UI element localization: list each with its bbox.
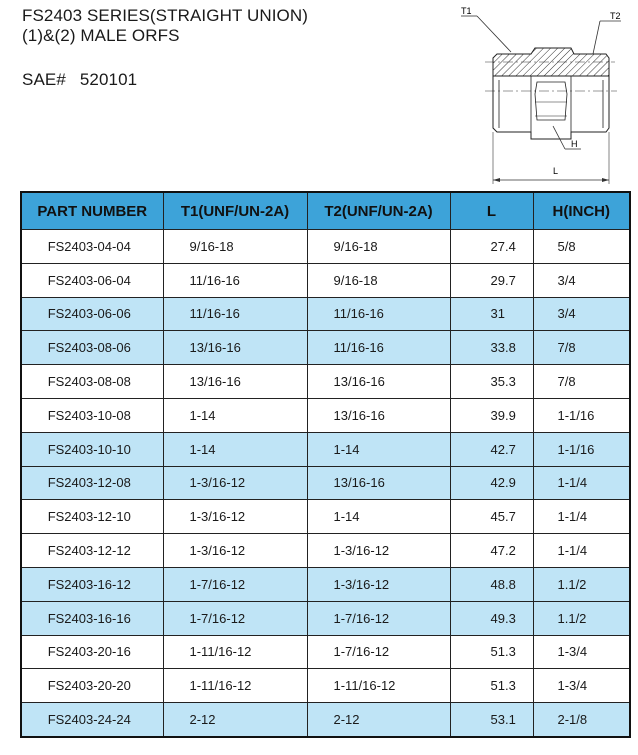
l-cell: 35.3 bbox=[450, 365, 533, 399]
t1-cell: 1-3/16-12 bbox=[163, 534, 307, 568]
drawing-label-h: H bbox=[571, 139, 578, 149]
t1-cell: 1-11/16-12 bbox=[163, 669, 307, 703]
h-cell: 5/8 bbox=[533, 230, 630, 264]
l-cell: 51.3 bbox=[450, 669, 533, 703]
l-cell: 45.7 bbox=[450, 500, 533, 534]
h-cell: 1.1/2 bbox=[533, 567, 630, 601]
t2-cell: 13/16-16 bbox=[307, 466, 450, 500]
table-row bbox=[21, 567, 630, 601]
part-number-cell: FS2403-08-08 bbox=[21, 365, 163, 399]
t1-cell: 1-14 bbox=[163, 398, 307, 432]
part-number-cell: FS2403-24-24 bbox=[21, 703, 163, 737]
t1-cell: 2-12 bbox=[163, 703, 307, 737]
t1-cell: 1-7/16-12 bbox=[163, 567, 307, 601]
t1-cell: 13/16-16 bbox=[163, 331, 307, 365]
part-number-cell: FS2403-04-04 bbox=[21, 230, 163, 264]
h-cell: 1.1/2 bbox=[533, 601, 630, 635]
t1-cell: 1-14 bbox=[163, 432, 307, 466]
l-cell: 27.4 bbox=[450, 230, 533, 264]
sae-label: SAE# bbox=[22, 70, 66, 89]
t2-cell: 9/16-18 bbox=[307, 263, 450, 297]
t2-cell: 9/16-18 bbox=[307, 230, 450, 264]
table-row bbox=[21, 534, 630, 568]
t1-cell: 9/16-18 bbox=[163, 230, 307, 264]
h-cell: 1-1/4 bbox=[533, 466, 630, 500]
drawing-label-t2: T2 bbox=[610, 11, 621, 21]
drawing-label-t1: T1 bbox=[461, 6, 472, 16]
column-header-part-number: PART NUMBER bbox=[21, 192, 163, 230]
h-cell: 7/8 bbox=[533, 365, 630, 399]
t2-cell: 1-7/16-12 bbox=[307, 635, 450, 669]
l-cell: 39.9 bbox=[450, 398, 533, 432]
table-row bbox=[21, 601, 630, 635]
table-row bbox=[21, 635, 630, 669]
table-header-row bbox=[21, 192, 630, 230]
sae-line bbox=[22, 70, 137, 90]
t1-cell: 11/16-16 bbox=[163, 297, 307, 331]
table-row bbox=[21, 500, 630, 534]
series-title: FS2403 SERIES(STRAIGHT UNION) bbox=[22, 6, 308, 25]
table-row bbox=[21, 669, 630, 703]
part-number-cell: FS2403-12-12 bbox=[21, 534, 163, 568]
part-number-cell: FS2403-12-10 bbox=[21, 500, 163, 534]
specification-table bbox=[20, 191, 631, 738]
table-row bbox=[21, 230, 630, 264]
t2-cell: 1-14 bbox=[307, 432, 450, 466]
part-number-cell: FS2403-20-20 bbox=[21, 669, 163, 703]
part-number-cell: FS2403-08-06 bbox=[21, 331, 163, 365]
table-row bbox=[21, 365, 630, 399]
h-cell: 1-1/16 bbox=[533, 398, 630, 432]
h-cell: 1-3/4 bbox=[533, 669, 630, 703]
h-cell: 1-3/4 bbox=[533, 635, 630, 669]
t2-cell: 13/16-16 bbox=[307, 365, 450, 399]
table-row bbox=[21, 331, 630, 365]
t2-cell: 1-7/16-12 bbox=[307, 601, 450, 635]
part-number-cell: FS2403-10-08 bbox=[21, 398, 163, 432]
h-cell: 1-1/4 bbox=[533, 500, 630, 534]
l-cell: 49.3 bbox=[450, 601, 533, 635]
column-header-l: L bbox=[450, 192, 533, 230]
t1-cell: 1-3/16-12 bbox=[163, 466, 307, 500]
t2-cell: 13/16-16 bbox=[307, 398, 450, 432]
t2-cell: 1-11/16-12 bbox=[307, 669, 450, 703]
t2-cell: 1-3/16-12 bbox=[307, 534, 450, 568]
table-row bbox=[21, 432, 630, 466]
column-header-t1: T1(UNF/UN-2A) bbox=[163, 192, 307, 230]
drawing-label-l: L bbox=[553, 166, 559, 176]
part-number-cell: FS2403-06-06 bbox=[21, 297, 163, 331]
t1-cell: 11/16-16 bbox=[163, 263, 307, 297]
table-row bbox=[21, 297, 630, 331]
h-cell: 1-1/16 bbox=[533, 432, 630, 466]
table-row bbox=[21, 703, 630, 737]
part-number-cell: FS2403-20-16 bbox=[21, 635, 163, 669]
table-row bbox=[21, 398, 630, 432]
t2-cell: 1-3/16-12 bbox=[307, 567, 450, 601]
column-header-h: H(INCH) bbox=[533, 192, 630, 230]
table-row bbox=[21, 466, 630, 500]
sae-number: 520101 bbox=[79, 70, 138, 89]
part-number-cell: FS2403-16-16 bbox=[21, 601, 163, 635]
t2-cell: 11/16-16 bbox=[307, 297, 450, 331]
l-cell: 29.7 bbox=[450, 263, 533, 297]
t1-cell: 1-11/16-12 bbox=[163, 635, 307, 669]
l-cell: 47.2 bbox=[450, 534, 533, 568]
l-cell: 51.3 bbox=[450, 635, 533, 669]
t1-cell: 13/16-16 bbox=[163, 365, 307, 399]
h-cell: 3/4 bbox=[533, 297, 630, 331]
union-fitting-drawing bbox=[455, 2, 635, 184]
l-cell: 53.1 bbox=[450, 703, 533, 737]
part-number-cell: FS2403-10-10 bbox=[21, 432, 163, 466]
t1-cell: 1-3/16-12 bbox=[163, 500, 307, 534]
column-header-t2: T2(UNF/UN-2A) bbox=[307, 192, 450, 230]
h-cell: 1-1/4 bbox=[533, 534, 630, 568]
t2-cell: 2-12 bbox=[307, 703, 450, 737]
part-number-cell: FS2403-16-12 bbox=[21, 567, 163, 601]
t2-cell: 1-14 bbox=[307, 500, 450, 534]
l-cell: 31 bbox=[450, 297, 533, 331]
h-cell: 3/4 bbox=[533, 263, 630, 297]
l-cell: 33.8 bbox=[450, 331, 533, 365]
t2-cell: 11/16-16 bbox=[307, 331, 450, 365]
part-number-cell: FS2403-06-04 bbox=[21, 263, 163, 297]
series-subtitle: (1)&(2) MALE ORFS bbox=[22, 26, 180, 45]
table-row bbox=[21, 263, 630, 297]
h-cell: 2-1/8 bbox=[533, 703, 630, 737]
l-cell: 48.8 bbox=[450, 567, 533, 601]
l-cell: 42.7 bbox=[450, 432, 533, 466]
part-number-cell: FS2403-12-08 bbox=[21, 466, 163, 500]
t1-cell: 1-7/16-12 bbox=[163, 601, 307, 635]
l-cell: 42.9 bbox=[450, 466, 533, 500]
h-cell: 7/8 bbox=[533, 331, 630, 365]
